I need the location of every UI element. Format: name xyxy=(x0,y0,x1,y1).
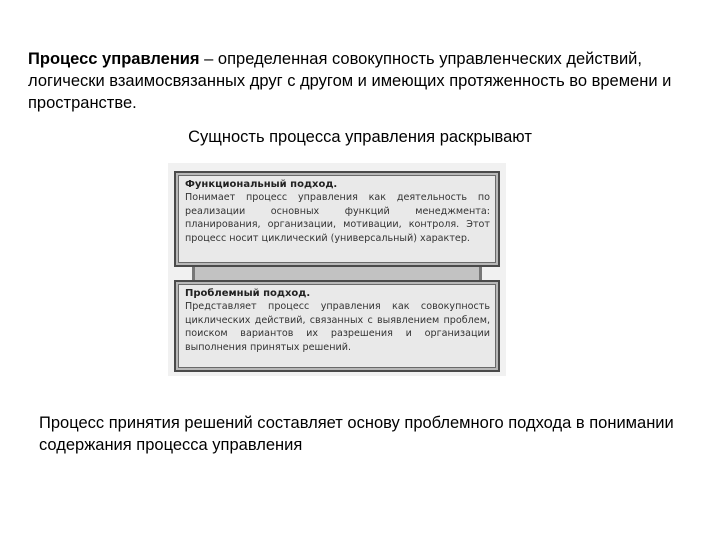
functional-approach-box xyxy=(174,171,500,267)
problem-approach-title: Проблемный подход. xyxy=(185,288,311,299)
approaches-diagram xyxy=(168,163,506,376)
functional-approach-text: Понимает процесс управления как деятельность по реализации основных функций менеджмента: планирования, организации, мотивации, контроля. Этот процесс носит циклический (универсальный) характер. xyxy=(185,192,490,244)
functional-approach-title: Функциональный подход. xyxy=(185,179,338,190)
problem-approach-text: Представляет процесс управления как совокупность циклических действий, связанных с выявлением проблем, поиском вариантов их разрешения и организации выполнения принятых решений. xyxy=(185,301,490,353)
definition-paragraph xyxy=(28,48,700,114)
definition-term: Процесс управления xyxy=(28,49,200,68)
problem-approach-box xyxy=(174,280,500,372)
boxes-connector xyxy=(192,267,482,280)
conclusion-paragraph: Процесс принятия решений составляет основу проблемного подхода в понимании содержания процесса управления xyxy=(39,413,674,454)
essence-caption: Сущность процесса управления раскрывают xyxy=(188,128,532,146)
definition-text: – определенная совокупность управленческих действий, логически взаимосвязанных друг с другом и имеющих протяженность во времени и пространстве. xyxy=(28,49,672,112)
